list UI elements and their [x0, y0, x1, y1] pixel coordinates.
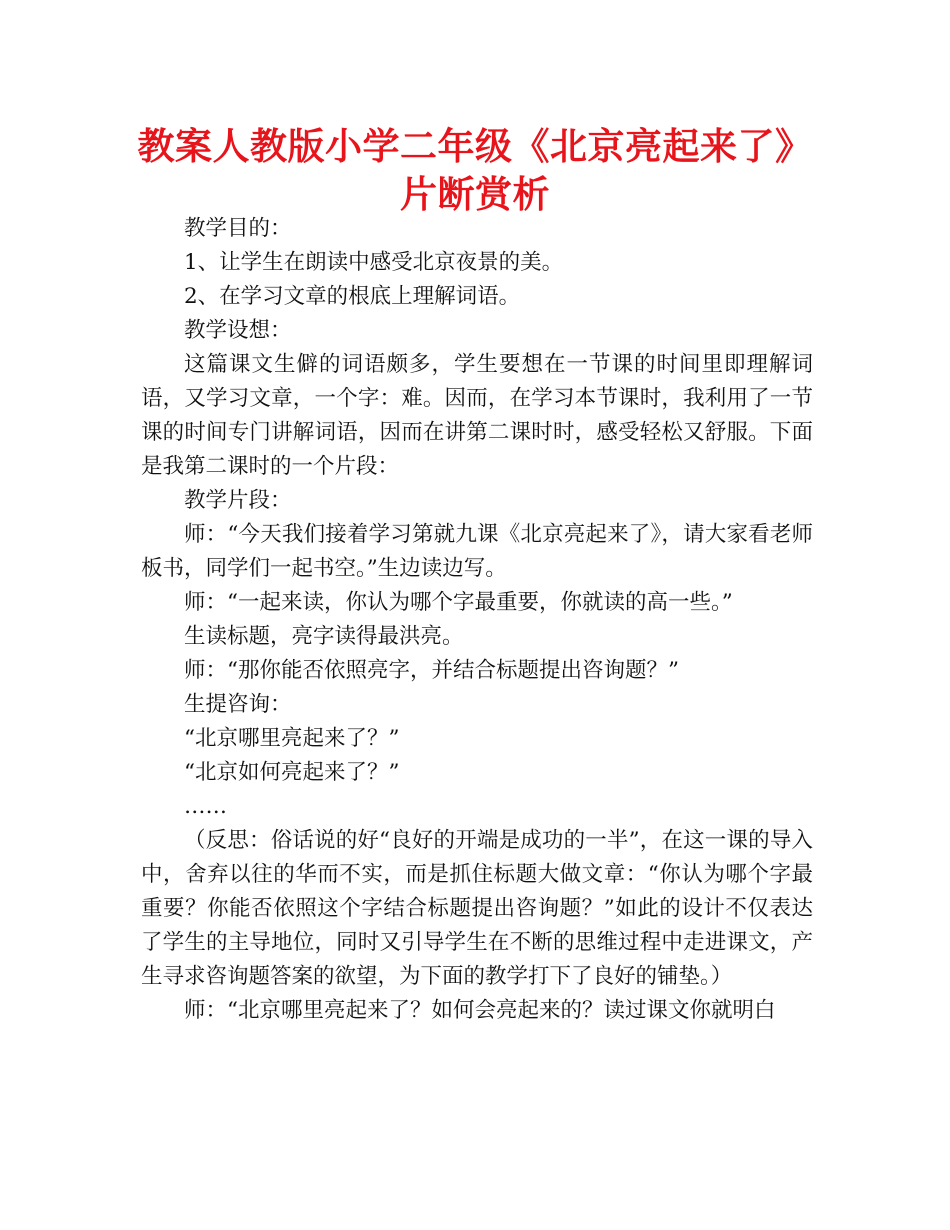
- heading-teaching-excerpt: 教学片段：: [184, 488, 292, 513]
- ellipsis: ……: [184, 794, 227, 819]
- goal-item-1: 1、让学生在朗读中感受北京夜景的美。: [184, 250, 564, 275]
- document-body: [141, 212, 813, 1028]
- reflection-paragraph: （反思：俗话说的好“良好的开端是成功的一半”，在这一课的导入中，舍弃以往的华而不实，而是抓住标题大做文章：“你认为哪个字最重要？你能否依照这个字结合标题提出咨询题？”如此的设计不仅表达了学生的主导地位，同时又引导学生在不断的思维过程中走进课文，产生寻求咨询题答案的欲望，为下面的教学打下了良好的铺垫。）: [141, 828, 813, 989]
- teacher-line-4: 师：“北京哪里亮起来了？如何会亮起来的？读过课文你就明白: [184, 998, 776, 1023]
- document-title-line-1: 教案人教版小学二年级《北京亮起来了》: [137, 125, 813, 168]
- heading-teaching-goals: 教学目的：: [184, 216, 292, 241]
- student-question-1: “北京哪里亮起来了？”: [184, 726, 400, 751]
- heading-teaching-concept: 教学设想：: [184, 318, 292, 343]
- student-reading: 生读标题，亮字读得最洪亮。: [184, 624, 464, 649]
- goal-item-2: 2、在学习文章的根底上理解词语。: [184, 284, 521, 309]
- teacher-line-3: 师：“那你能否依照亮字，并结合标题提出咨询题？”: [184, 658, 679, 683]
- student-question-2: “北京如何亮起来了？”: [184, 760, 400, 785]
- teacher-line-1: 师：“今天我们接着学习第就九课《北京亮起来了》，请大家看老师板书，同学们一起书空。”生边读边写。: [141, 522, 813, 581]
- teacher-line-2: 师：“一起来读，你认为哪个字最重要，你就读的高一些。”: [184, 590, 733, 615]
- concept-paragraph: 这篇课文生僻的词语颇多，学生要想在一节课的时间里即理解词语，又学习文章，一个字：难。因而，在学习本节课时，我利用了一节课的时间专门讲解词语，因而在讲第二课时时，感受轻松又舒服。下面是我第二课时的一个片段：: [141, 352, 813, 479]
- student-questions-heading: 生提咨询：: [184, 692, 292, 717]
- document-title-line-2: 片断赏析: [400, 173, 550, 216]
